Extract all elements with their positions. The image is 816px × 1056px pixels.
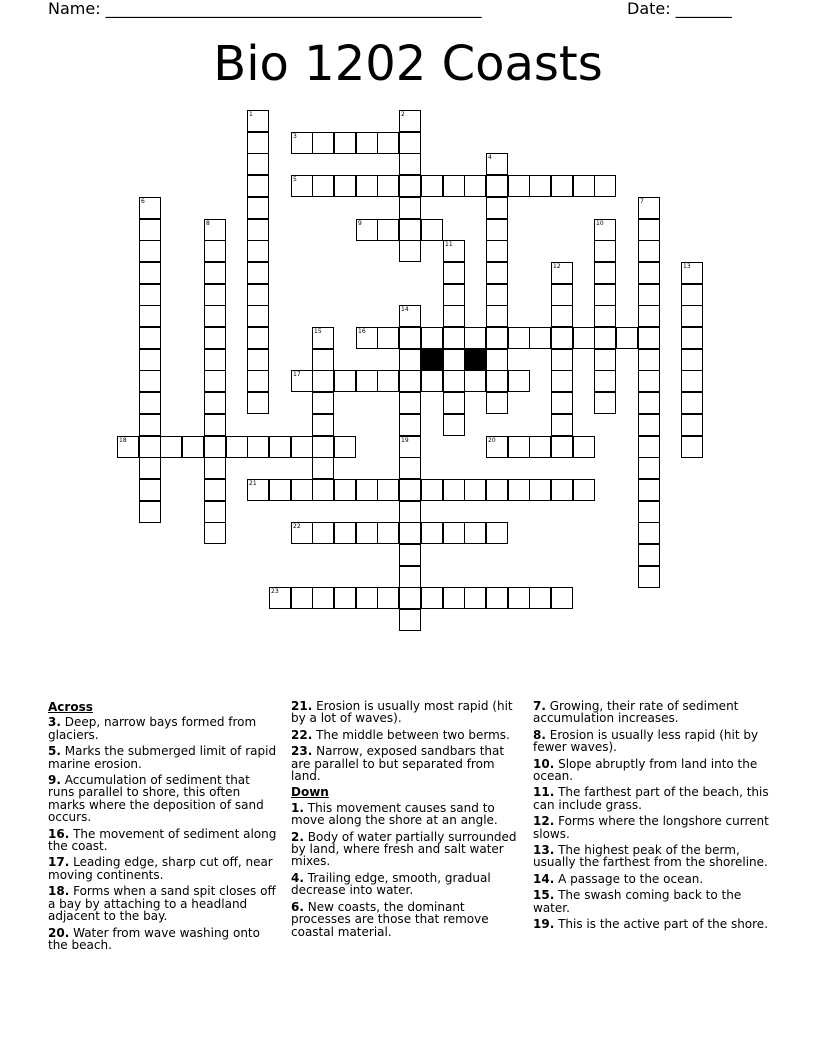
clue-number: 23	[271, 588, 279, 595]
crossword-cell[interactable]	[399, 240, 421, 262]
crossword-cell[interactable]	[443, 240, 465, 262]
crossword-cell[interactable]	[551, 587, 573, 609]
crossword-cell[interactable]	[334, 522, 356, 544]
crossword-cell[interactable]	[681, 414, 703, 436]
crossword-cell[interactable]	[377, 175, 399, 197]
crossword-cell[interactable]	[464, 587, 486, 609]
crossword-cell[interactable]	[508, 327, 530, 349]
crossword-cell[interactable]	[204, 240, 226, 262]
down-clue-8: 8. Erosion is usually less rapid (hit by fewer waves).	[533, 727, 759, 755]
crossword-cell[interactable]	[291, 479, 313, 501]
crossword-cell[interactable]	[443, 175, 465, 197]
crossword-cell[interactable]	[139, 370, 161, 392]
clue-number: 21	[249, 480, 257, 487]
crossword-cell[interactable]	[638, 349, 660, 371]
crossword-cell[interactable]	[573, 327, 595, 349]
crossword-cell[interactable]	[247, 349, 269, 371]
down-clue-10: 10. Slope abruptly from land into the ocean.	[533, 756, 758, 784]
crossword-cell[interactable]	[616, 327, 638, 349]
crossword-cell[interactable]	[443, 327, 465, 349]
down-heading: Down	[291, 785, 329, 800]
crossword-cell[interactable]	[312, 479, 334, 501]
crossword-cell[interactable]	[399, 392, 421, 414]
clues-column-2	[291, 700, 523, 942]
clue-number: 19	[401, 437, 409, 444]
crossword-cell[interactable]	[443, 349, 465, 371]
crossword-cell[interactable]	[486, 262, 508, 284]
crossword-cell[interactable]	[247, 110, 269, 132]
down-clue-2: 2. Body of water partially surrounded by land, where fresh and salt water mixes.	[291, 829, 517, 869]
crossword-cell[interactable]	[204, 501, 226, 523]
crossword-cell[interactable]	[464, 327, 486, 349]
crossword-cell[interactable]	[399, 501, 421, 523]
crossword-cell[interactable]	[399, 522, 421, 544]
crossword-cell[interactable]	[529, 587, 551, 609]
crossword-cell[interactable]	[681, 349, 703, 371]
crossword-cell[interactable]	[204, 457, 226, 479]
crossword-cell[interactable]	[139, 262, 161, 284]
crossword-cell[interactable]	[486, 522, 508, 544]
clue-number: 3	[293, 133, 297, 140]
crossword-cell[interactable]	[399, 110, 421, 132]
crossword-cell[interactable]	[356, 132, 378, 154]
clue-number: 2	[401, 111, 405, 118]
clue-number: 8	[206, 220, 210, 227]
crossword-cell[interactable]	[334, 175, 356, 197]
down-clue-7: 7. Growing, their rate of sediment accumulation increases.	[533, 699, 739, 726]
clues-column-1	[48, 700, 280, 955]
crossword-cell[interactable]	[291, 587, 313, 609]
crossword-cell[interactable]	[594, 219, 616, 241]
crossword-cell[interactable]	[377, 219, 399, 241]
crossword-cell[interactable]	[399, 457, 421, 479]
down-clue-4: 4. Trailing edge, smooth, gradual decrease into water.	[291, 870, 491, 898]
crossword-cell[interactable]	[421, 522, 443, 544]
crossword-cell[interactable]	[443, 262, 465, 284]
crossword-cell[interactable]	[312, 392, 334, 414]
crossword-cell[interactable]	[486, 240, 508, 262]
crossword-cell[interactable]	[443, 522, 465, 544]
crossword-cell[interactable]	[334, 436, 356, 458]
crossword-cell[interactable]	[399, 327, 421, 349]
crossword-cell[interactable]	[399, 153, 421, 175]
crossword-cell[interactable]	[486, 175, 508, 197]
crossword-cell[interactable]	[508, 587, 530, 609]
crossword-cell[interactable]	[247, 175, 269, 197]
crossword-cell[interactable]	[204, 219, 226, 241]
across-clue-20: 20. Water from wave washing onto the beach.	[48, 925, 260, 952]
crossword-cell[interactable]	[247, 305, 269, 327]
crossword-cell[interactable]	[638, 457, 660, 479]
crossword-cell[interactable]	[204, 349, 226, 371]
crossword-cell[interactable]	[681, 436, 703, 458]
crossword-cell[interactable]	[356, 175, 378, 197]
crossword-cell[interactable]	[312, 349, 334, 371]
crossword-cell[interactable]	[312, 436, 334, 458]
crossword-cell[interactable]	[334, 132, 356, 154]
crossword-cell[interactable]	[139, 414, 161, 436]
crossword-cell[interactable]	[334, 479, 356, 501]
crossword-cell[interactable]	[204, 522, 226, 544]
crossword-cell[interactable]	[139, 479, 161, 501]
crossword-cell[interactable]	[638, 414, 660, 436]
crossword-cell[interactable]	[377, 370, 399, 392]
crossword-cell[interactable]	[291, 132, 313, 154]
crossword-cell[interactable]	[551, 479, 573, 501]
clue-number: 18	[119, 437, 127, 444]
crossword-cell[interactable]	[464, 479, 486, 501]
crossword-cell[interactable]	[508, 370, 530, 392]
crossword-cell[interactable]	[377, 327, 399, 349]
down-clue-1: 1. This movement causes sand to move along the shore at an angle.	[291, 800, 498, 828]
crossword-cell[interactable]	[399, 479, 421, 501]
black-square	[421, 349, 443, 371]
crossword-cell[interactable]	[681, 392, 703, 414]
crossword-cell[interactable]	[312, 587, 334, 609]
crossword-cell[interactable]	[594, 305, 616, 327]
crossword-cell[interactable]	[312, 327, 334, 349]
crossword-cell[interactable]	[399, 414, 421, 436]
crossword-cell[interactable]	[247, 219, 269, 241]
down-clue-13: 13. The highest peak of the berm, usually the farthest from the shoreline.	[533, 843, 768, 870]
clue-number: 17	[293, 371, 301, 378]
down-clue-14: 14. A passage to the ocean.	[533, 871, 704, 886]
crossword-cell[interactable]	[551, 284, 573, 306]
crossword-cell[interactable]	[486, 436, 508, 458]
crossword-cell[interactable]	[551, 327, 573, 349]
clue-number: 15	[314, 328, 322, 335]
crossword-cell[interactable]	[247, 436, 269, 458]
crossword-cell[interactable]	[681, 370, 703, 392]
clue-number: 1	[249, 111, 253, 118]
crossword-cell[interactable]	[464, 175, 486, 197]
crossword-cell[interactable]	[291, 522, 313, 544]
crossword-cell[interactable]	[399, 436, 421, 458]
crossword-cell[interactable]	[486, 305, 508, 327]
crossword-cell[interactable]	[486, 327, 508, 349]
crossword-cell[interactable]	[551, 436, 573, 458]
crossword-cell[interactable]	[247, 327, 269, 349]
crossword-cell[interactable]	[139, 457, 161, 479]
crossword-cell[interactable]	[204, 479, 226, 501]
crossword-cell[interactable]	[594, 240, 616, 262]
crossword-cell[interactable]	[269, 479, 291, 501]
crossword-cell[interactable]	[139, 240, 161, 262]
crossword-cell[interactable]	[638, 566, 660, 588]
crossword-cell[interactable]	[334, 587, 356, 609]
name-field-label: Name: _______________________________________________	[48, 0, 482, 18]
crossword-cell[interactable]	[681, 327, 703, 349]
crossword-cell[interactable]	[443, 284, 465, 306]
crossword-cell[interactable]	[638, 305, 660, 327]
crossword-cell[interactable]	[443, 392, 465, 414]
crossword-cell[interactable]	[139, 392, 161, 414]
crossword-cell[interactable]	[421, 175, 443, 197]
crossword-cell[interactable]	[551, 414, 573, 436]
crossword-cell[interactable]	[594, 262, 616, 284]
page-title: Bio 1202 Coasts	[213, 36, 603, 92]
crossword-cell[interactable]	[638, 501, 660, 523]
crossword-cell[interactable]	[377, 132, 399, 154]
crossword-cell[interactable]	[291, 370, 313, 392]
crossword-cell[interactable]	[247, 132, 269, 154]
crossword-cell[interactable]	[399, 175, 421, 197]
crossword-cell[interactable]	[486, 219, 508, 241]
crossword-cell[interactable]	[377, 479, 399, 501]
crossword-cell[interactable]	[486, 479, 508, 501]
across-clue-3: 3. Deep, narrow bays formed from glaciers.	[48, 715, 257, 742]
crossword-cell[interactable]	[356, 327, 378, 349]
crossword-cell[interactable]	[594, 327, 616, 349]
crossword-cell[interactable]	[551, 305, 573, 327]
crossword-cell[interactable]	[638, 392, 660, 414]
crossword-cell[interactable]	[508, 175, 530, 197]
crossword-cell[interactable]	[638, 544, 660, 566]
crossword-cell[interactable]	[204, 414, 226, 436]
crossword-cell[interactable]	[399, 219, 421, 241]
crossword-cell[interactable]	[399, 132, 421, 154]
across-clue-17: 17. Leading edge, sharp cut off, near moving continents.	[48, 855, 273, 882]
crossword-cell[interactable]	[638, 436, 660, 458]
down-clue-15: 15. The swash coming back to the water.	[533, 888, 742, 915]
crossword-cell[interactable]	[551, 349, 573, 371]
crossword-cell[interactable]	[464, 370, 486, 392]
crossword-cell[interactable]	[443, 414, 465, 436]
crossword-cell[interactable]	[594, 349, 616, 371]
crossword-cell[interactable]	[117, 436, 139, 458]
crossword-cell[interactable]	[139, 327, 161, 349]
crossword-cell[interactable]	[247, 370, 269, 392]
crossword-cell[interactable]	[508, 436, 530, 458]
clue-number: 12	[553, 263, 561, 270]
crossword-cell[interactable]	[551, 262, 573, 284]
date-field-label: Date: _______	[627, 0, 732, 18]
crossword-cell[interactable]	[356, 479, 378, 501]
crossword-cell[interactable]	[399, 587, 421, 609]
crossword-cell[interactable]	[638, 370, 660, 392]
crossword-cell[interactable]	[638, 197, 660, 219]
clue-number: 4	[488, 154, 492, 161]
crossword-cell[interactable]	[356, 219, 378, 241]
crossword-cell[interactable]	[573, 175, 595, 197]
crossword-cell[interactable]	[139, 349, 161, 371]
down-clue-6: 6. New coasts, the dominant processes are those that remove coastal material.	[291, 899, 489, 939]
crossword-cell[interactable]	[139, 436, 161, 458]
crossword-cell[interactable]	[443, 370, 465, 392]
crossword-cell[interactable]	[638, 522, 660, 544]
crossword-cell[interactable]	[638, 262, 660, 284]
clue-number: 13	[683, 263, 691, 270]
crossword-cell[interactable]	[226, 436, 248, 458]
across-clue-22: 22. The middle between two berms.	[291, 727, 510, 742]
clue-number: 10	[596, 220, 604, 227]
crossword-cell[interactable]	[486, 349, 508, 371]
crossword-cell[interactable]	[551, 370, 573, 392]
crossword-cell[interactable]	[681, 305, 703, 327]
crossword-cell[interactable]	[356, 522, 378, 544]
crossword-cell[interactable]	[681, 262, 703, 284]
across-clue-16: 16. The movement of sediment along the coast.	[48, 826, 277, 854]
crossword-cell[interactable]	[312, 457, 334, 479]
crossword-cell[interactable]	[529, 175, 551, 197]
crossword-cell[interactable]	[182, 436, 204, 458]
crossword-cell[interactable]	[421, 327, 443, 349]
crossword-cell[interactable]	[204, 327, 226, 349]
crossword-cell[interactable]	[204, 284, 226, 306]
crossword-cell[interactable]	[377, 522, 399, 544]
crossword-cell[interactable]	[377, 587, 399, 609]
clue-number: 9	[358, 220, 362, 227]
black-square	[464, 349, 486, 371]
clue-number: 5	[293, 176, 297, 183]
crossword-cell[interactable]	[204, 262, 226, 284]
crossword-cell[interactable]	[399, 566, 421, 588]
crossword-cell[interactable]	[486, 587, 508, 609]
crossword-cell[interactable]	[334, 370, 356, 392]
crossword-cell[interactable]	[443, 587, 465, 609]
crossword-cell[interactable]	[356, 587, 378, 609]
crossword-cell[interactable]	[594, 392, 616, 414]
crossword-cell[interactable]	[291, 436, 313, 458]
crossword-cell[interactable]	[486, 284, 508, 306]
crossword-cell[interactable]	[638, 219, 660, 241]
across-clue-5: 5. Marks the submerged limit of rapid marine erosion.	[48, 744, 277, 771]
clues-column-3	[533, 700, 769, 935]
crossword-cell[interactable]	[139, 501, 161, 523]
crossword-cell[interactable]	[204, 436, 226, 458]
clue-number: 20	[488, 437, 496, 444]
crossword-cell[interactable]	[247, 284, 269, 306]
crossword-cell[interactable]	[573, 436, 595, 458]
crossword-cell[interactable]	[529, 327, 551, 349]
crossword-cell[interactable]	[247, 479, 269, 501]
across-clue-23: 23. Narrow, exposed sandbars that are parallel to but separated from land.	[291, 744, 505, 784]
clue-number: 11	[445, 241, 453, 248]
down-clue-11: 11. The farthest part of the beach, this can include grass.	[533, 785, 769, 812]
crossword-cell[interactable]	[399, 197, 421, 219]
clue-number: 6	[141, 198, 145, 205]
crossword-cell[interactable]	[399, 349, 421, 371]
crossword-cell[interactable]	[638, 240, 660, 262]
crossword-cell[interactable]	[443, 305, 465, 327]
clue-number: 22	[293, 523, 301, 530]
crossword-cell[interactable]	[399, 609, 421, 631]
crossword-cell[interactable]	[312, 414, 334, 436]
crossword-cell[interactable]	[312, 132, 334, 154]
crossword-cell[interactable]	[508, 479, 530, 501]
crossword-cell[interactable]	[312, 522, 334, 544]
crossword-cell[interactable]	[421, 219, 443, 241]
crossword-cell[interactable]	[443, 479, 465, 501]
crossword-cell[interactable]	[594, 175, 616, 197]
crossword-cell[interactable]	[399, 544, 421, 566]
crossword-cell[interactable]	[486, 153, 508, 175]
crossword-cell[interactable]	[551, 175, 573, 197]
crossword-cell[interactable]	[638, 479, 660, 501]
crossword-cell[interactable]	[312, 370, 334, 392]
crossword-cell[interactable]	[421, 587, 443, 609]
crossword-cell[interactable]	[486, 392, 508, 414]
crossword-cell[interactable]	[638, 327, 660, 349]
crossword-cell[interactable]	[204, 370, 226, 392]
crossword-cell[interactable]	[529, 436, 551, 458]
clue-number: 7	[640, 198, 644, 205]
crossword-cell[interactable]	[139, 284, 161, 306]
clue-number: 16	[358, 328, 366, 335]
crossword-cell[interactable]	[594, 370, 616, 392]
down-clue-19: 19. This is the active part of the shore.	[533, 917, 769, 932]
across-clue-18: 18. Forms when a sand spit closes off a bay by attaching to a headland adjacent to the bay.	[48, 884, 276, 924]
crossword-cell[interactable]	[594, 284, 616, 306]
crossword-cell[interactable]	[139, 219, 161, 241]
crossword-cell[interactable]	[291, 175, 313, 197]
clue-number: 14	[401, 306, 409, 313]
crossword-cell[interactable]	[247, 197, 269, 219]
crossword-cell[interactable]	[247, 240, 269, 262]
crossword-cell[interactable]	[160, 436, 182, 458]
crossword-cell[interactable]	[638, 284, 660, 306]
crossword-cell[interactable]	[204, 305, 226, 327]
across-clue-21: 21. Erosion is usually most rapid (hit by a lot of waves).	[291, 699, 513, 726]
crossword-cell[interactable]	[269, 587, 291, 609]
crossword-cell[interactable]	[551, 392, 573, 414]
crossword-cell[interactable]	[399, 305, 421, 327]
crossword-cell[interactable]	[681, 284, 703, 306]
crossword-cell[interactable]	[486, 197, 508, 219]
crossword-cell[interactable]	[247, 153, 269, 175]
crossword-cell[interactable]	[247, 262, 269, 284]
across-clue-9: 9. Accumulation of sediment that runs parallel to shore, this often marks where the deposition of sand occurs.	[48, 773, 264, 825]
crossword-cell[interactable]	[486, 370, 508, 392]
down-clue-12: 12. Forms where the longshore current slows.	[533, 814, 769, 841]
crossword-cell[interactable]	[356, 370, 378, 392]
crossword-cell[interactable]	[139, 305, 161, 327]
crossword-cell[interactable]	[464, 522, 486, 544]
crossword-cell[interactable]	[269, 436, 291, 458]
crossword-cell[interactable]	[421, 479, 443, 501]
crossword-cell[interactable]	[139, 197, 161, 219]
crossword-cell[interactable]	[421, 370, 443, 392]
crossword-cell[interactable]	[573, 479, 595, 501]
crossword-cell[interactable]	[312, 175, 334, 197]
crossword-cell[interactable]	[247, 392, 269, 414]
crossword-cell[interactable]	[529, 479, 551, 501]
across-heading: Across	[48, 700, 93, 714]
crossword-cell[interactable]	[399, 370, 421, 392]
crossword-cell[interactable]	[204, 392, 226, 414]
